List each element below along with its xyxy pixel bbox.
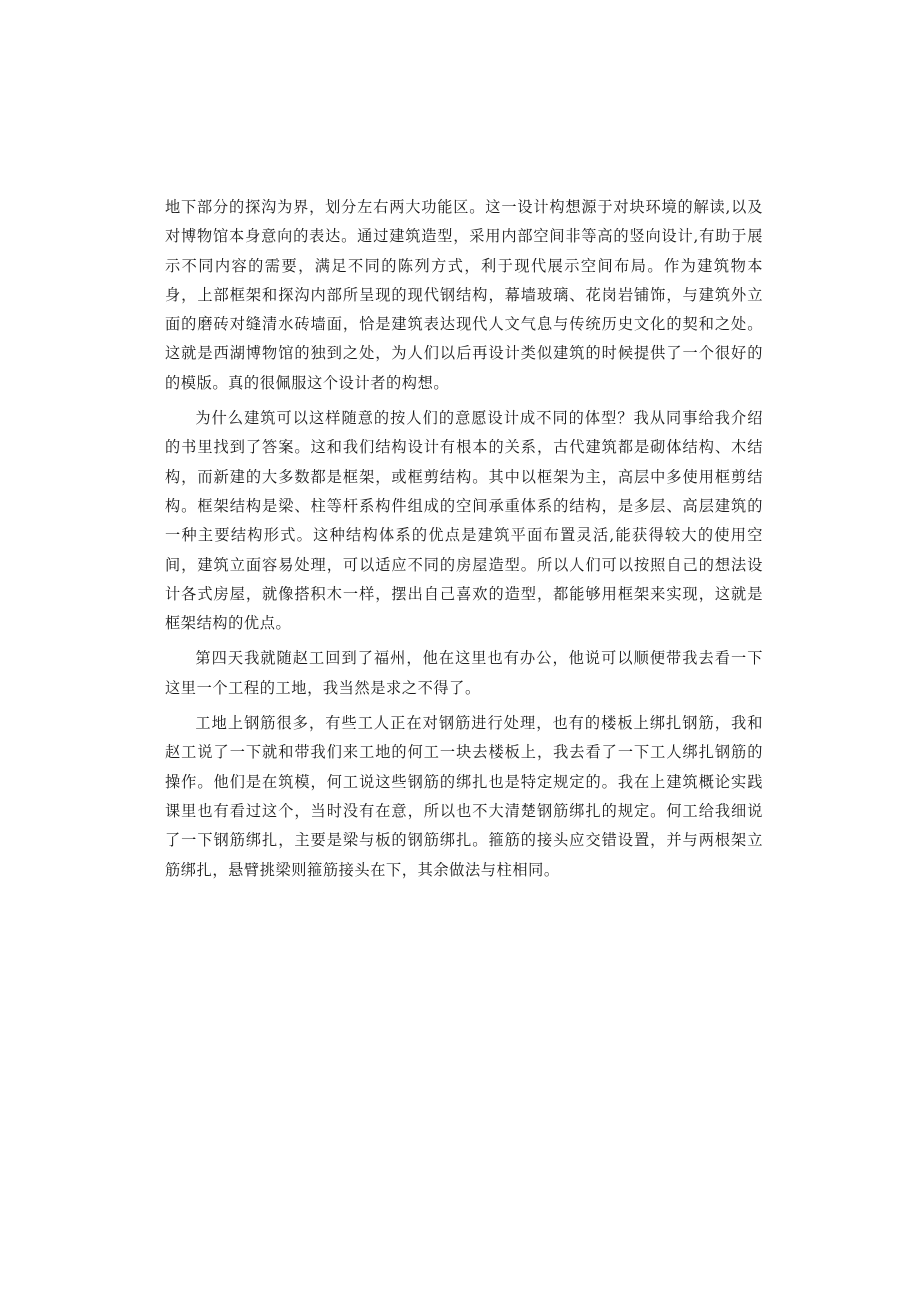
paragraph-continuation: 地下部分的探沟为界，划分左右两大功能区。这一设计构想源于对块环境的解读,以及对博物馆本身意向的表达。通过建筑造型，采用内部空间非等高的竖向设计,有助于展示不同内容的需要，满足不同的陈列方式，利于现代展示空间布局。作为建筑物本身，上部框架和探沟内部所呈现的现代钢结构，幕墙玻璃、花岗岩铺饰，与建筑外立面的磨砖对缝清水砖墙面，恰是建筑表达现代人文气息与传统历史文化的契和之处。这就是西湖博物馆的独到之处，为人们以后再设计类似建筑的时候提供了一个很好的的模版。真的很佩服这个设计者的构想。 bbox=[165, 198, 763, 392]
paragraph-framework-structure: 为什么建筑可以这样随意的按人们的意愿设计成不同的体型？我从同事给我介绍的书里找到了答案。这和我们结构设计有根本的关系，古代建筑都是砌体结构、木结构，而新建的大多数都是框架，或框剪结构。其中以框架为主，高层中多使用框剪结构。框架结构是梁、柱等杆系构件组成的空间承重体系的结构，是多层、高层建筑的一种主要结构形式。这种结构体系的优点是建筑平面布置灵活,能获得较大的使用空间，建筑立面容易处理，可以适应不同的房屋造型。所以人们可以按照自己的想法设计各式房屋，就像搭积木一样，摆出自己喜欢的造型，都能够用框架来实现，这就是框架结构的优点。 bbox=[165, 409, 763, 633]
document-body bbox=[165, 193, 763, 891]
paragraph-fuzhou-visit: 第四天我就随赵工回到了福州，他在这里也有办公，他说可以顺便带我去看一下这里一个工程的工地，我当然是求之不得了。 bbox=[165, 649, 763, 697]
paragraph-rebar-binding: 工地上钢筋很多，有些工人正在对钢筋进行处理，也有的楼板上绑扎钢筋，我和赵工说了一下就和带我们来工地的何工一块去楼板上，我去看了一下工人绑扎钢筋的操作。他们是在筑模，何工说这些钢筋的绑扎也是特定规定的。我在上建筑概论实践课里也有看过这个，当时没有在意，所以也不大清楚钢筋绑扎的规定。何工给我细说了一下钢筋绑扎，主要是梁与板的钢筋绑扎。箍筋的接头应交错设置，并与两根架立筋绑扎，悬臂挑梁则箍筋接头在下，其余做法与柱相同。 bbox=[165, 714, 763, 879]
